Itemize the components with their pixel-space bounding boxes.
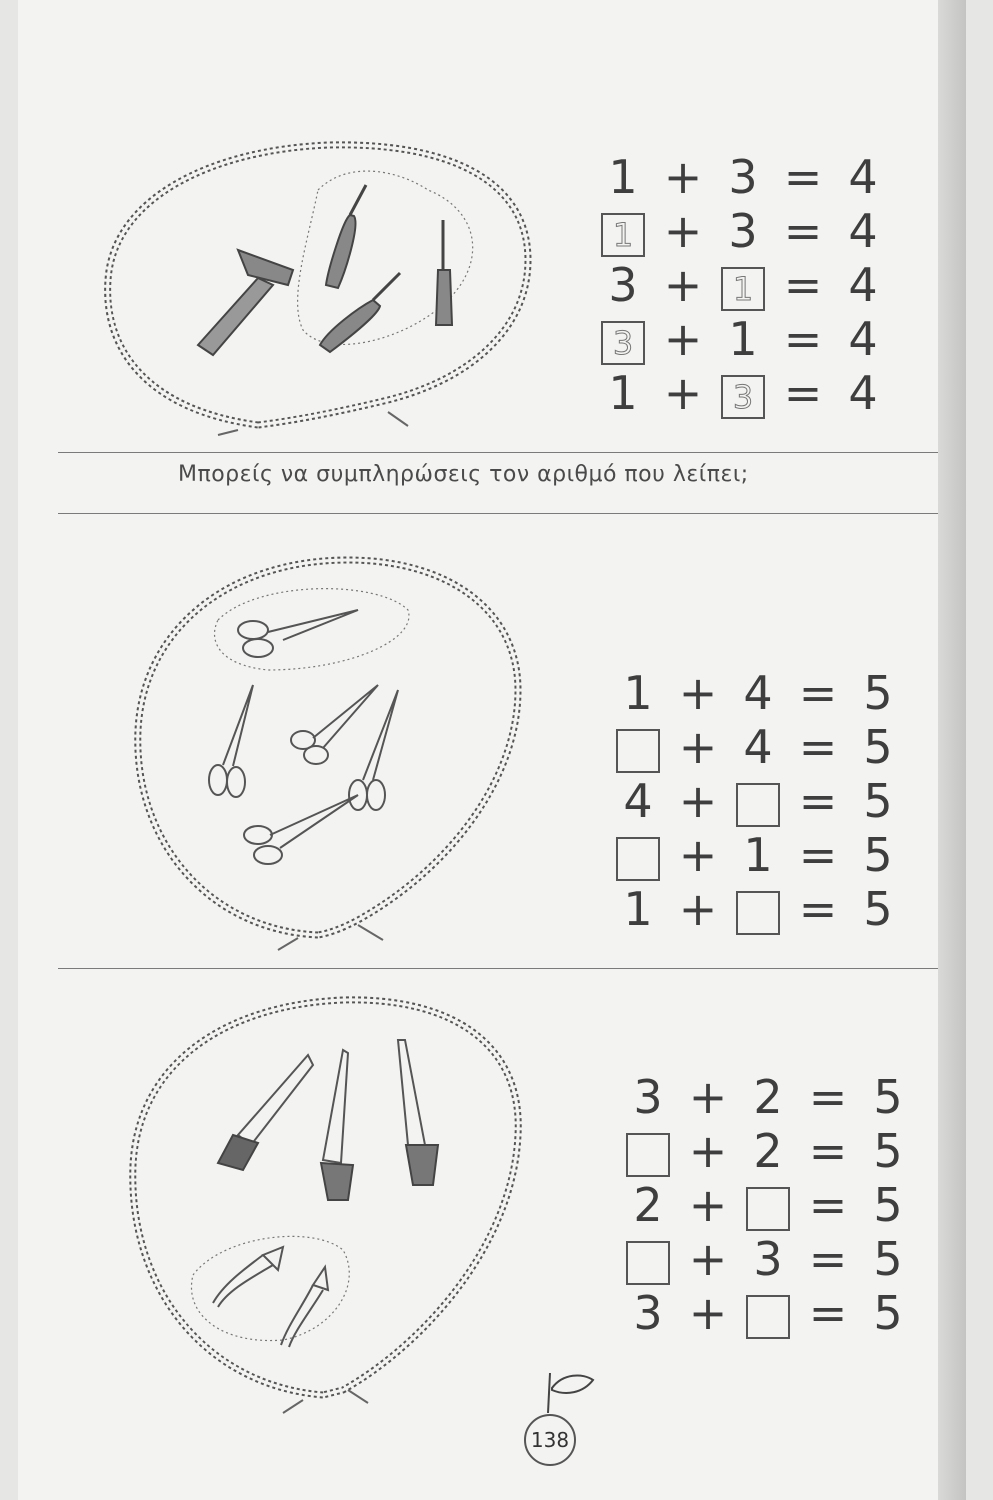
equations-section-3 [618, 1070, 918, 1340]
plus-sign: + [678, 774, 718, 828]
plus-sign: + [688, 1232, 728, 1286]
plus-sign: + [678, 828, 718, 882]
equation-row [618, 1124, 918, 1178]
equals-sign: = [798, 882, 838, 936]
plus-sign: + [688, 1070, 728, 1124]
plus-sign: + [663, 366, 703, 420]
screwdriver-icon [326, 185, 366, 288]
divider-line [58, 513, 966, 514]
equation-number: 1 [743, 828, 773, 882]
equation-row [608, 882, 908, 936]
equation-box-cell [713, 366, 773, 420]
traced-number-box: 1 [721, 267, 765, 311]
equation-number: 1 [608, 150, 638, 204]
equation-number: 3 [753, 1232, 783, 1286]
scissors-icon [238, 610, 358, 657]
equation-box-cell [728, 774, 788, 828]
scissors-icon [349, 690, 398, 810]
plus-sign: + [688, 1178, 728, 1232]
equation-number: 5 [863, 828, 893, 882]
saw-icon [321, 1050, 353, 1200]
equation-row [618, 1232, 918, 1286]
answer-box[interactable] [616, 729, 660, 773]
equals-sign: = [808, 1232, 848, 1286]
equation-row [608, 720, 908, 774]
equation-box-cell [618, 1124, 678, 1178]
equation-number: 3 [633, 1286, 663, 1340]
equation-number: 4 [743, 666, 773, 720]
equals-sign: = [783, 312, 823, 366]
answer-box[interactable] [626, 1241, 670, 1285]
plus-sign: + [663, 150, 703, 204]
equation-number: 4 [848, 204, 878, 258]
saw-icon [218, 1055, 313, 1170]
equation-number: 5 [863, 666, 893, 720]
equation-number: 2 [633, 1178, 663, 1232]
equation-row [593, 258, 893, 312]
equation-number: 4 [623, 774, 653, 828]
equation-number: 5 [863, 720, 893, 774]
equation-number: 4 [743, 720, 773, 774]
equals-sign: = [808, 1178, 848, 1232]
equation-box-cell [618, 1232, 678, 1286]
equation-number: 3 [728, 204, 758, 258]
equation-row [593, 204, 893, 258]
equation-number: 1 [623, 882, 653, 936]
traced-number-box: 3 [601, 321, 645, 365]
equation-number: 3 [728, 150, 758, 204]
equation-box-cell [608, 720, 668, 774]
equation-number: 5 [863, 882, 893, 936]
page-number: 138 [524, 1414, 576, 1466]
equation-number: 4 [848, 312, 878, 366]
equals-sign: = [798, 720, 838, 774]
equals-sign: = [798, 666, 838, 720]
equation-box-cell [593, 204, 653, 258]
equation-number: 4 [848, 258, 878, 312]
equation-row [608, 828, 908, 882]
screwdriver-icon [436, 220, 452, 325]
equation-box-cell [738, 1178, 798, 1232]
equation-number: 5 [873, 1232, 903, 1286]
divider-line [58, 452, 966, 453]
equation-number: 3 [633, 1070, 663, 1124]
answer-box[interactable] [746, 1295, 790, 1339]
equation-number: 2 [753, 1124, 783, 1178]
equation-number: 1 [608, 366, 638, 420]
equals-sign: = [808, 1124, 848, 1178]
equation-number: 5 [873, 1286, 903, 1340]
answer-box[interactable] [626, 1133, 670, 1177]
answer-box[interactable] [736, 783, 780, 827]
instruction-text: Μπορείς να συμπληρώσεις τον αριθμό που λείπει; [178, 462, 749, 487]
equation-box-cell [738, 1286, 798, 1340]
equation-row [593, 366, 893, 420]
equation-row [608, 774, 908, 828]
equation-row [608, 666, 908, 720]
plus-sign: + [663, 258, 703, 312]
scissors-icon [291, 685, 378, 764]
equals-sign: = [783, 204, 823, 258]
saws-rope-loop-illustration [113, 985, 553, 1425]
pliers-icon [281, 1267, 328, 1347]
equals-sign: = [808, 1286, 848, 1340]
equation-box-cell [593, 312, 653, 366]
answer-box[interactable] [736, 891, 780, 935]
equation-box-cell [728, 882, 788, 936]
equations-section-1 [593, 150, 893, 420]
answer-box[interactable] [616, 837, 660, 881]
equals-sign: = [798, 828, 838, 882]
scissors-rope-loop-illustration [118, 540, 568, 960]
pliers-icon [213, 1247, 283, 1307]
plus-sign: + [663, 204, 703, 258]
equation-number: 2 [753, 1070, 783, 1124]
saw-icon [398, 1040, 438, 1185]
equals-sign: = [808, 1070, 848, 1124]
plus-sign: + [678, 720, 718, 774]
equals-sign: = [783, 366, 823, 420]
equation-row [618, 1178, 918, 1232]
plus-sign: + [688, 1286, 728, 1340]
plus-sign: + [663, 312, 703, 366]
tools-rope-loop-illustration [88, 130, 558, 440]
equation-number: 1 [728, 312, 758, 366]
plus-sign: + [678, 882, 718, 936]
equation-row [593, 150, 893, 204]
plus-sign: + [688, 1124, 728, 1178]
equals-sign: = [783, 150, 823, 204]
equation-row [593, 312, 893, 366]
divider-line [58, 968, 966, 969]
equation-box-cell [713, 258, 773, 312]
page-edge-shadow [938, 0, 966, 1500]
hammer-icon [198, 250, 293, 355]
traced-number-box: 1 [601, 213, 645, 257]
worksheet-page [18, 0, 966, 1500]
equation-number: 5 [873, 1178, 903, 1232]
equals-sign: = [798, 774, 838, 828]
equations-section-2 [608, 666, 908, 936]
equation-row [618, 1070, 918, 1124]
plus-sign: + [678, 666, 718, 720]
equation-number: 5 [863, 774, 893, 828]
equation-number: 1 [623, 666, 653, 720]
equation-number: 4 [848, 150, 878, 204]
scissors-icon [244, 795, 358, 864]
traced-number-box: 3 [721, 375, 765, 419]
equation-number: 5 [873, 1070, 903, 1124]
leaf-icon [538, 1368, 598, 1418]
equation-number: 4 [848, 366, 878, 420]
equation-box-cell [608, 828, 668, 882]
equation-number: 3 [608, 258, 638, 312]
equation-number: 5 [873, 1124, 903, 1178]
answer-box[interactable] [746, 1187, 790, 1231]
equals-sign: = [783, 258, 823, 312]
scissors-icon [209, 685, 253, 797]
equation-row [618, 1286, 918, 1340]
